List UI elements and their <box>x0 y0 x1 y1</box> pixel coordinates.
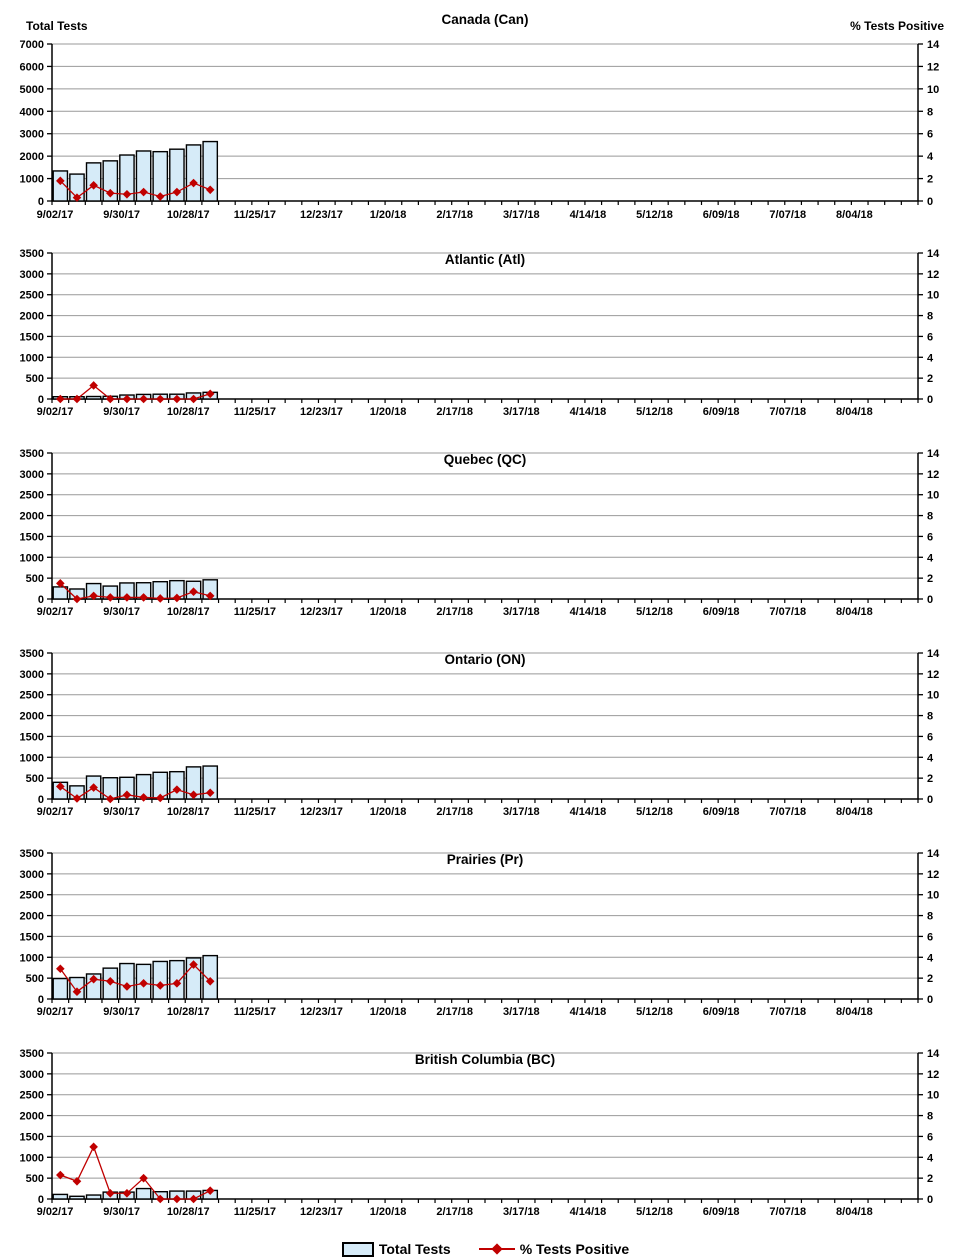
total-tests-bars <box>53 142 217 201</box>
gridlines <box>52 453 918 578</box>
x-tick-label: 1/20/18 <box>369 606 407 618</box>
y-right-tick-label: 2 <box>927 1173 934 1186</box>
chart-title: Quebec (QC) <box>443 452 527 467</box>
chart-title: Ontario (ON) <box>444 652 526 667</box>
y-left-tick-label: 1500 <box>19 931 44 944</box>
x-tick-label: 10/28/17 <box>166 606 210 618</box>
y-right-tick-label: 4 <box>927 552 934 565</box>
y-right-tick-label: 2 <box>927 173 934 186</box>
x-tick-label: 5/12/18 <box>636 1206 673 1218</box>
gridlines <box>52 853 918 978</box>
chart-atlantic <box>0 239 971 439</box>
y-left-tick-label: 3000 <box>19 468 44 481</box>
gridlines <box>52 653 918 778</box>
y-left-tick-label: 1000 <box>19 352 44 365</box>
chart-quebec <box>0 439 971 639</box>
y-left-tick-label: 4000 <box>19 106 44 119</box>
y-left-tick-label: 2000 <box>19 151 44 164</box>
bar <box>87 1195 101 1199</box>
y-right-tick-label: 14 <box>927 1048 940 1060</box>
y-left-tick-label: 1500 <box>19 1131 44 1144</box>
y-left-tick-label: 500 <box>25 773 44 786</box>
x-tick-label: 5/12/18 <box>636 606 673 618</box>
y-left-tick-label: 1000 <box>19 952 44 965</box>
y-axis-right <box>918 448 940 606</box>
y-right-tick-label: 0 <box>927 994 934 1006</box>
y-left-tick-label: 3500 <box>19 248 44 260</box>
y-axis-right <box>918 1048 940 1206</box>
right-axis-title: % Tests Positive <box>850 19 944 33</box>
gridlines <box>52 1053 918 1178</box>
x-tick-label: 9/02/17 <box>36 406 74 418</box>
x-tick-label: 8/04/18 <box>836 1006 873 1018</box>
y-right-tick-label: 2 <box>927 973 934 986</box>
legend-item-pct-positive <box>479 1241 629 1257</box>
y-left-tick-label: 2500 <box>19 889 44 902</box>
y-left-tick-label: 1500 <box>19 531 44 544</box>
x-tick-label: 12/23/17 <box>300 806 343 818</box>
chart-canada <box>0 0 971 239</box>
bar <box>136 1189 150 1199</box>
x-tick-label: 9/02/17 <box>36 806 74 818</box>
y-right-tick-label: 14 <box>927 39 940 51</box>
y-right-tick-label: 10 <box>927 889 940 902</box>
x-tick-label: 3/17/18 <box>502 606 540 618</box>
chart-title: British Columbia (BC) <box>414 1052 556 1067</box>
x-tick-label: 8/04/18 <box>836 606 873 618</box>
x-axis <box>37 201 918 221</box>
bar <box>186 145 200 201</box>
y-right-tick-label: 8 <box>927 710 934 723</box>
x-tick-label: 3/17/18 <box>502 406 540 418</box>
y-left-tick-label: 1000 <box>19 552 44 565</box>
x-tick-label: 10/28/17 <box>166 209 210 221</box>
x-tick-label: 12/23/17 <box>300 1206 343 1218</box>
y-right-tick-label: 8 <box>927 910 934 923</box>
x-tick-label: 9/30/17 <box>103 806 140 818</box>
x-axis <box>37 999 918 1018</box>
x-tick-label: 9/30/17 <box>103 1006 140 1018</box>
y-right-tick-label: 12 <box>927 268 940 281</box>
pct-positive-line-swatch <box>479 1244 515 1254</box>
y-left-tick-label: 500 <box>25 1173 44 1186</box>
y-axis-left <box>20 1048 52 1206</box>
y-right-tick-label: 12 <box>927 61 940 74</box>
legend-diamond-icon <box>491 1243 502 1254</box>
y-right-tick-label: 12 <box>927 868 940 881</box>
y-left-tick-label: 3500 <box>19 648 44 660</box>
x-tick-label: 12/23/17 <box>300 209 343 221</box>
x-tick-label: 6/09/18 <box>702 406 740 418</box>
y-axis-right <box>918 248 940 406</box>
chart-british-columbia <box>0 1039 971 1239</box>
x-tick-label: 11/25/17 <box>233 1006 276 1018</box>
y-left-tick-label: 2500 <box>19 1089 44 1102</box>
marker <box>89 1143 98 1152</box>
y-right-tick-label: 6 <box>927 931 934 944</box>
y-right-tick-label: 8 <box>927 1110 934 1123</box>
y-right-tick-label: 12 <box>927 468 940 481</box>
left-axis-title: Total Tests <box>26 19 88 33</box>
y-right-tick-label: 0 <box>927 196 934 208</box>
x-tick-label: 9/02/17 <box>36 209 74 221</box>
x-tick-label: 11/25/17 <box>233 1206 276 1218</box>
x-tick-label: 8/04/18 <box>836 209 873 221</box>
y-right-tick-label: 10 <box>927 689 940 702</box>
y-right-tick-label: 4 <box>927 1152 934 1165</box>
y-right-tick-label: 12 <box>927 668 940 681</box>
y-left-tick-label: 1500 <box>19 731 44 744</box>
x-tick-label: 2/17/18 <box>436 606 474 618</box>
marker <box>56 395 65 404</box>
gridlines <box>52 253 918 378</box>
y-left-tick-label: 500 <box>25 573 44 586</box>
chart-title: Prairies (Pr) <box>446 852 524 867</box>
y-left-tick-label: 1500 <box>19 331 44 344</box>
chart-ontario <box>0 639 971 839</box>
x-tick-label: 11/25/17 <box>233 209 276 221</box>
x-tick-label: 12/23/17 <box>300 606 343 618</box>
legend-pct-positive-label: % Tests Positive <box>519 1241 630 1257</box>
y-left-tick-label: 2000 <box>19 510 44 523</box>
x-tick-label: 5/12/18 <box>636 406 673 418</box>
x-tick-label: 7/07/18 <box>769 209 807 221</box>
y-axis-left <box>20 448 52 606</box>
x-tick-label: 8/04/18 <box>836 1206 873 1218</box>
x-tick-label: 5/12/18 <box>636 806 673 818</box>
y-axis-right <box>918 648 940 806</box>
y-left-tick-label: 2500 <box>19 689 44 702</box>
x-tick-label: 2/17/18 <box>436 406 474 418</box>
y-right-tick-label: 0 <box>927 594 934 606</box>
x-tick-label: 10/28/17 <box>166 406 210 418</box>
y-right-tick-label: 4 <box>927 352 934 365</box>
bar <box>70 1196 84 1199</box>
x-tick-label: 8/04/18 <box>836 806 873 818</box>
x-tick-label: 9/02/17 <box>36 1006 74 1018</box>
x-tick-label: 4/14/18 <box>569 806 607 818</box>
y-left-tick-label: 0 <box>37 794 44 806</box>
x-tick-label: 12/23/17 <box>300 406 343 418</box>
x-tick-label: 6/09/18 <box>702 606 740 618</box>
legend <box>0 1239 971 1259</box>
x-tick-label: 7/07/18 <box>769 406 807 418</box>
x-tick-label: 5/12/18 <box>636 209 673 221</box>
y-right-tick-label: 6 <box>927 1131 934 1144</box>
x-tick-label: 7/07/18 <box>769 1006 807 1018</box>
x-tick-label: 6/09/18 <box>702 1006 740 1018</box>
y-right-tick-label: 14 <box>927 248 940 260</box>
y-right-tick-label: 8 <box>927 106 934 119</box>
x-tick-label: 7/07/18 <box>769 606 807 618</box>
x-tick-label: 3/17/18 <box>502 1006 540 1018</box>
x-tick-label: 4/14/18 <box>569 209 607 221</box>
y-axis-left <box>20 248 52 406</box>
y-right-tick-label: 4 <box>927 952 934 965</box>
x-tick-label: 1/20/18 <box>369 1206 407 1218</box>
y-right-tick-label: 2 <box>927 373 934 386</box>
x-axis <box>37 1199 918 1218</box>
y-left-tick-label: 3000 <box>19 268 44 281</box>
marker <box>56 964 65 973</box>
x-tick-label: 6/09/18 <box>702 1206 740 1218</box>
x-tick-label: 9/30/17 <box>103 406 140 418</box>
y-left-tick-label: 3000 <box>19 668 44 681</box>
y-right-tick-label: 6 <box>927 731 934 744</box>
x-tick-label: 11/25/17 <box>233 806 276 818</box>
x-tick-label: 3/17/18 <box>502 806 540 818</box>
x-tick-label: 1/20/18 <box>369 406 407 418</box>
x-tick-label: 8/04/18 <box>836 406 873 418</box>
x-tick-label: 6/09/18 <box>702 209 740 221</box>
x-tick-label: 2/17/18 <box>436 209 474 221</box>
y-axis-right <box>918 848 940 1006</box>
y-right-tick-label: 14 <box>927 848 940 860</box>
x-tick-label: 9/30/17 <box>103 1206 140 1218</box>
y-left-tick-label: 500 <box>25 973 44 986</box>
y-left-tick-label: 0 <box>37 594 44 606</box>
y-right-tick-label: 10 <box>927 1089 940 1102</box>
y-right-tick-label: 6 <box>927 128 934 141</box>
x-tick-label: 2/17/18 <box>436 806 474 818</box>
y-right-tick-label: 14 <box>927 648 940 660</box>
y-left-tick-label: 3000 <box>19 868 44 881</box>
x-tick-label: 4/14/18 <box>569 606 607 618</box>
y-left-tick-label: 0 <box>37 1194 44 1206</box>
x-axis <box>37 599 918 618</box>
y-right-tick-label: 6 <box>927 531 934 544</box>
bar <box>53 1194 67 1199</box>
x-tick-label: 12/23/17 <box>300 1006 343 1018</box>
chart-prairies <box>0 839 971 1039</box>
y-left-tick-label: 2000 <box>19 1110 44 1123</box>
y-left-tick-label: 0 <box>37 196 44 208</box>
bar <box>153 961 167 999</box>
x-axis <box>37 799 918 818</box>
x-tick-label: 2/17/18 <box>436 1006 474 1018</box>
x-tick-label: 4/14/18 <box>569 1206 607 1218</box>
y-left-tick-label: 3500 <box>19 848 44 860</box>
y-right-tick-label: 0 <box>927 1194 934 1206</box>
x-tick-label: 3/17/18 <box>502 209 540 221</box>
x-tick-label: 9/02/17 <box>36 1206 74 1218</box>
x-tick-label: 6/09/18 <box>702 806 740 818</box>
x-tick-label: 5/12/18 <box>636 1006 673 1018</box>
y-right-tick-label: 6 <box>927 331 934 344</box>
y-left-tick-label: 2000 <box>19 310 44 323</box>
bar <box>87 396 101 399</box>
x-tick-label: 10/28/17 <box>166 806 210 818</box>
x-tick-label: 4/14/18 <box>569 406 607 418</box>
x-tick-label: 11/25/17 <box>233 406 276 418</box>
legend-total-tests-label: Total Tests <box>378 1241 451 1257</box>
x-tick-label: 3/17/18 <box>502 1206 540 1218</box>
x-tick-label: 7/07/18 <box>769 1206 807 1218</box>
x-axis <box>37 399 918 418</box>
y-axis-right <box>918 39 940 208</box>
y-left-tick-label: 7000 <box>19 39 44 51</box>
y-right-tick-label: 8 <box>927 510 934 523</box>
x-tick-label: 11/25/17 <box>233 606 276 618</box>
x-tick-label: 10/28/17 <box>166 1006 210 1018</box>
y-left-tick-label: 2000 <box>19 910 44 923</box>
y-right-tick-label: 2 <box>927 773 934 786</box>
y-left-tick-label: 3000 <box>19 128 44 141</box>
total-tests-swatch <box>342 1242 374 1257</box>
y-right-tick-label: 10 <box>927 489 940 502</box>
y-left-tick-label: 3000 <box>19 1068 44 1081</box>
bar <box>120 964 134 999</box>
y-right-tick-label: 10 <box>927 289 940 302</box>
bar <box>53 979 67 999</box>
y-left-tick-label: 2000 <box>19 710 44 723</box>
x-tick-label: 7/07/18 <box>769 806 807 818</box>
y-right-tick-label: 2 <box>927 573 934 586</box>
y-right-tick-label: 4 <box>927 752 934 765</box>
x-tick-label: 1/20/18 <box>369 209 407 221</box>
y-right-tick-label: 12 <box>927 1068 940 1081</box>
y-right-tick-label: 0 <box>927 394 934 406</box>
y-left-tick-label: 3500 <box>19 448 44 460</box>
x-tick-label: 4/14/18 <box>569 1006 607 1018</box>
y-right-tick-label: 0 <box>927 794 934 806</box>
y-left-tick-label: 1000 <box>19 1152 44 1165</box>
y-left-tick-label: 2500 <box>19 489 44 502</box>
x-tick-label: 9/30/17 <box>103 606 140 618</box>
chart-title: Atlantic (Atl) <box>444 252 526 267</box>
y-axis-left <box>20 848 52 1006</box>
y-left-tick-label: 1000 <box>19 752 44 765</box>
y-left-tick-label: 0 <box>37 994 44 1006</box>
x-tick-label: 9/30/17 <box>103 209 140 221</box>
y-left-tick-label: 5000 <box>19 83 44 96</box>
x-tick-label: 2/17/18 <box>436 1206 474 1218</box>
x-tick-label: 9/02/17 <box>36 606 74 618</box>
y-right-tick-label: 8 <box>927 310 934 323</box>
y-left-tick-label: 0 <box>37 394 44 406</box>
y-left-tick-label: 1000 <box>19 173 44 186</box>
chart-title: Canada (Can) <box>441 12 529 27</box>
y-right-tick-label: 4 <box>927 151 934 164</box>
y-left-tick-label: 2500 <box>19 289 44 302</box>
legend-item-total-tests <box>342 1241 451 1257</box>
y-right-tick-label: 10 <box>927 83 940 96</box>
x-tick-label: 1/20/18 <box>369 806 407 818</box>
y-right-tick-label: 14 <box>927 448 940 460</box>
y-left-tick-label: 6000 <box>19 61 44 74</box>
y-axis-left <box>20 648 52 806</box>
y-axis-left <box>20 39 52 208</box>
x-tick-label: 1/20/18 <box>369 1006 407 1018</box>
y-left-tick-label: 3500 <box>19 1048 44 1060</box>
x-tick-label: 10/28/17 <box>166 1206 210 1218</box>
y-left-tick-label: 500 <box>25 373 44 386</box>
